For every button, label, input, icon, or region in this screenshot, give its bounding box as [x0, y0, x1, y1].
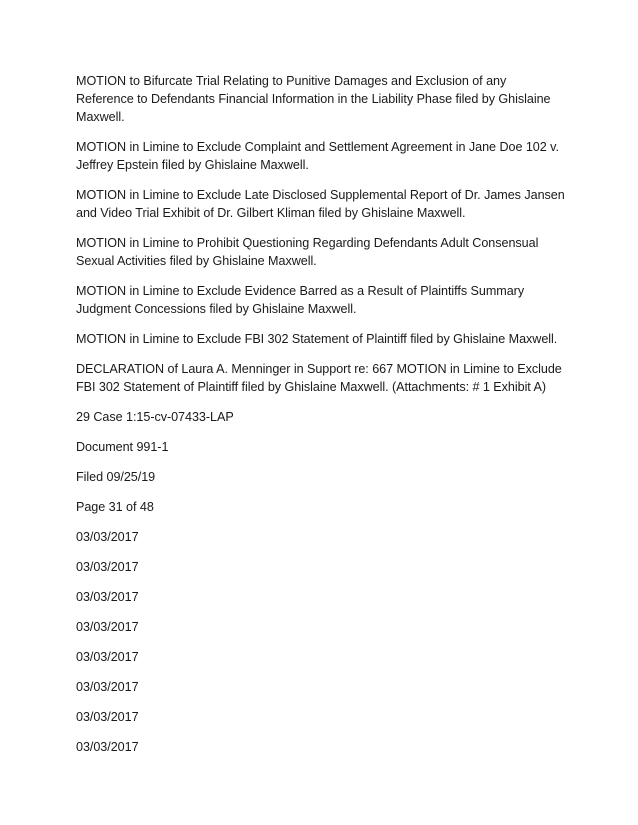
docket-entry-text: MOTION to Bifurcate Trial Relating to Punitive Damages and Exclusion of any Reference to Defendants Financial Information in the Liability Phase filed by Ghislaine Maxwell.: [76, 74, 551, 124]
docket-entry-text: MOTION in Limine to Exclude FBI 302 Statement of Plaintiff filed by Ghislaine Maxwell.: [76, 332, 558, 346]
entry-date: 03/03/2017: [76, 650, 139, 664]
entry-date: 03/03/2017: [76, 590, 139, 604]
page-number-line: Page 31 of 48: [76, 500, 154, 514]
entry-date: 03/03/2017: [76, 620, 139, 634]
entry-date: 03/03/2017: [76, 560, 139, 574]
case-number-line: 29 Case 1:15-cv-07433-LAP: [76, 410, 234, 424]
filed-date-line: Filed 09/25/19: [76, 470, 156, 484]
docket-entry-text: DECLARATION of Laura A. Menninger in Support re: 667 MOTION in Limine to Exclude FBI 302 Statement of Plaintiff filed by Ghislaine Maxwell. (Attachments: # 1 Exhibit A): [76, 362, 562, 394]
entry-date: 03/03/2017: [76, 740, 139, 754]
docket-entry-text: MOTION in Limine to Exclude Evidence Barred as a Result of Plaintiffs Summary Judgment Concessions filed by Ghislaine Maxwell.: [76, 284, 525, 316]
docket-entry-text: MOTION in Limine to Exclude Complaint and Settlement Agreement in Jane Doe 102 v. Jeffrey Epstein filed by Ghislaine Maxwell.: [76, 140, 559, 172]
entry-date: 03/03/2017: [76, 710, 139, 724]
entry-date: 03/03/2017: [76, 680, 139, 694]
document-page: [76, 72, 566, 768]
entry-date: 03/03/2017: [76, 530, 139, 544]
document-number-line: Document 991-1: [76, 440, 169, 454]
docket-entry-text: MOTION in Limine to Prohibit Questioning Regarding Defendants Adult Consensual Sexual Activities filed by Ghislaine Maxwell.: [76, 236, 539, 268]
docket-entry-text: MOTION in Limine to Exclude Late Disclosed Supplemental Report of Dr. James Jansen and Video Trial Exhibit of Dr. Gilbert Kliman filed by Ghislaine Maxwell.: [76, 188, 565, 220]
